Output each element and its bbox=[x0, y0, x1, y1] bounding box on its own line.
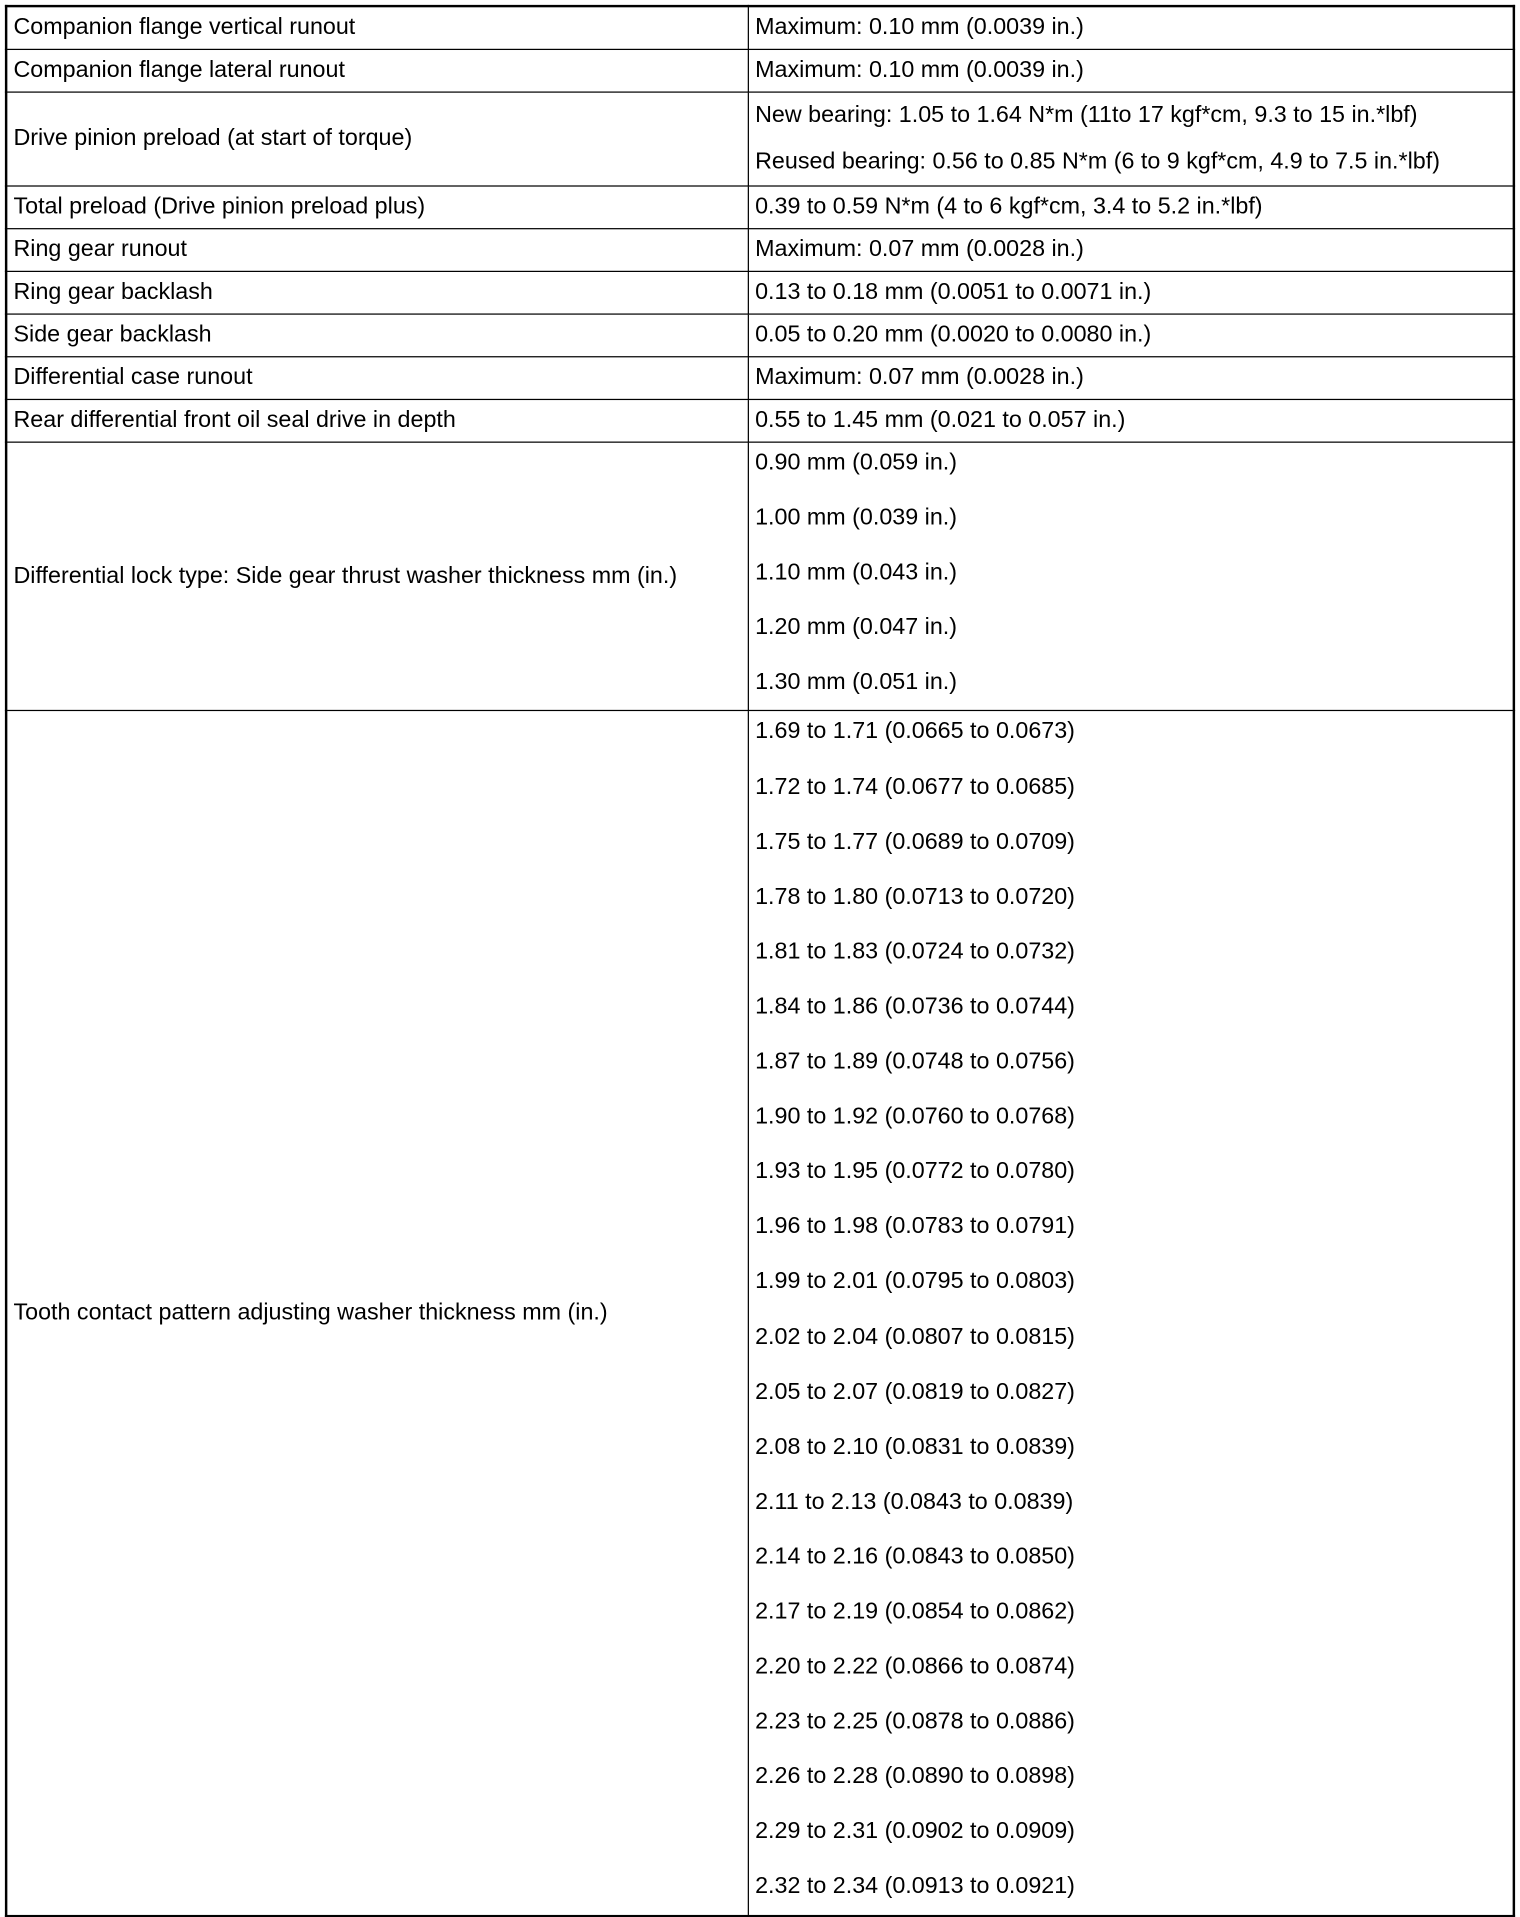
spec-value: 0.90 mm (0.059 in.) bbox=[755, 450, 958, 476]
spec-value: 0.39 to 0.59 N*m (4 to 6 kgf*cm, 3.4 to 5.2 in.*lbf) bbox=[755, 193, 1263, 220]
spec-value: 2.20 to 2.22 (0.0866 to 0.0874) bbox=[755, 1653, 1075, 1680]
spec-label: Companion flange lateral runout bbox=[6, 49, 748, 92]
spec-value: Maximum: 0.10 mm (0.0039 in.) bbox=[755, 57, 1084, 83]
spec-label: Ring gear backlash bbox=[6, 271, 748, 314]
spec-value: 1.99 to 2.01 (0.0795 to 0.0803) bbox=[755, 1268, 1075, 1295]
spec-value: 2.14 to 2.16 (0.0843 to 0.0850) bbox=[755, 1543, 1075, 1570]
spec-value: 1.20 mm (0.047 in.) bbox=[755, 615, 958, 641]
table-row bbox=[6, 49, 1514, 92]
spec-value: 2.02 to 2.04 (0.0807 to 0.0815) bbox=[755, 1323, 1075, 1350]
spec-value: Maximum: 0.07 mm (0.0028 in.) bbox=[755, 364, 1084, 391]
table-row bbox=[6, 229, 1514, 272]
spec-value: 1.75 to 1.77 (0.0689 to 0.0709) bbox=[755, 828, 1075, 855]
spec-value: 1.30 mm (0.051 in.) bbox=[755, 670, 958, 696]
spec-values bbox=[748, 229, 1514, 272]
spec-label: Differential lock type: Side gear thrust washer thickness mm (in.) bbox=[6, 442, 748, 711]
spec-values bbox=[748, 92, 1514, 186]
spec-label: Tooth contact pattern adjusting washer thickness mm (in.) bbox=[6, 711, 748, 1916]
spec-label: Rear differential front oil seal drive in depth bbox=[6, 399, 748, 442]
spec-value: 0.05 to 0.20 mm (0.0020 to 0.0080 in.) bbox=[755, 322, 1152, 348]
spec-value: 1.78 to 1.80 (0.0713 to 0.0720) bbox=[755, 883, 1075, 910]
spec-value: 1.69 to 1.71 (0.0665 to 0.0673) bbox=[755, 718, 1075, 745]
spec-value: 1.90 to 1.92 (0.0760 to 0.0768) bbox=[755, 1103, 1075, 1130]
spec-value: 1.84 to 1.86 (0.0736 to 0.0744) bbox=[755, 993, 1075, 1020]
spec-value: Maximum: 0.10 mm (0.0039 in.) bbox=[755, 14, 1084, 41]
spec-value: 2.29 to 2.31 (0.0902 to 0.0909) bbox=[755, 1818, 1075, 1845]
spec-value: 1.96 to 1.98 (0.0783 to 0.0791) bbox=[755, 1213, 1075, 1240]
spec-label: Drive pinion preload (at start of torque) bbox=[6, 92, 748, 186]
spec-value: 2.17 to 2.19 (0.0854 to 0.0862) bbox=[755, 1598, 1075, 1625]
spec-value: 1.87 to 1.89 (0.0748 to 0.0756) bbox=[755, 1048, 1075, 1075]
spec-value: New bearing: 1.05 to 1.64 N*m (11to 17 kgf*cm, 9.3 to 15 in.*lbf) bbox=[755, 102, 1418, 129]
table-row bbox=[6, 92, 1514, 186]
spec-value: 1.10 mm (0.043 in.) bbox=[755, 560, 958, 586]
spec-values bbox=[748, 6, 1514, 49]
spec-value: 2.23 to 2.25 (0.0878 to 0.0886) bbox=[755, 1708, 1075, 1735]
spec-label: Companion flange vertical runout bbox=[6, 6, 748, 49]
table-row bbox=[6, 399, 1514, 442]
spec-values bbox=[748, 314, 1514, 357]
spec-values bbox=[748, 357, 1514, 400]
spec-value: Maximum: 0.07 mm (0.0028 in.) bbox=[755, 236, 1084, 263]
spec-label: Total preload (Drive pinion preload plus) bbox=[6, 186, 748, 229]
spec-value: 0.55 to 1.45 mm (0.021 to 0.057 in.) bbox=[755, 407, 1126, 433]
spec-label: Ring gear runout bbox=[6, 229, 748, 272]
spec-value: 1.81 to 1.83 (0.0724 to 0.0732) bbox=[755, 938, 1075, 965]
spec-value: 2.08 to 2.10 (0.0831 to 0.0839) bbox=[755, 1433, 1075, 1460]
spec-values bbox=[748, 399, 1514, 442]
table-row bbox=[6, 314, 1514, 357]
spec-values bbox=[748, 49, 1514, 92]
table-row bbox=[6, 6, 1514, 49]
spec-label: Side gear backlash bbox=[6, 314, 748, 357]
spec-label: Differential case runout bbox=[6, 357, 748, 400]
spec-value: 1.72 to 1.74 (0.0677 to 0.0685) bbox=[755, 773, 1075, 800]
spec-values bbox=[748, 271, 1514, 314]
table-row bbox=[6, 186, 1514, 229]
spec-value: 0.13 to 0.18 mm (0.0051 to 0.0071 in.) bbox=[755, 279, 1152, 305]
spec-value: Reused bearing: 0.56 to 0.85 N*m (6 to 9 kgf*cm, 4.9 to 7.5 in.*lbf) bbox=[755, 148, 1440, 175]
spec-value: 2.32 to 2.34 (0.0913 to 0.0921) bbox=[755, 1873, 1075, 1900]
spec-values bbox=[748, 442, 1514, 711]
specifications-table-body bbox=[6, 6, 1514, 1915]
spec-values bbox=[748, 186, 1514, 229]
spec-value: 2.11 to 2.13 (0.0843 to 0.0839) bbox=[755, 1488, 1074, 1515]
spec-value: 2.26 to 2.28 (0.0890 to 0.0898) bbox=[755, 1763, 1075, 1790]
table-row bbox=[6, 271, 1514, 314]
table-row bbox=[6, 711, 1514, 1916]
spec-value: 2.05 to 2.07 (0.0819 to 0.0827) bbox=[755, 1378, 1075, 1405]
spec-value: 1.93 to 1.95 (0.0772 to 0.0780) bbox=[755, 1158, 1075, 1185]
spec-values bbox=[748, 711, 1514, 1916]
spec-value: 1.00 mm (0.039 in.) bbox=[755, 505, 958, 531]
table-row bbox=[6, 442, 1514, 711]
table-row bbox=[6, 357, 1514, 400]
specifications-table bbox=[5, 5, 1515, 1917]
